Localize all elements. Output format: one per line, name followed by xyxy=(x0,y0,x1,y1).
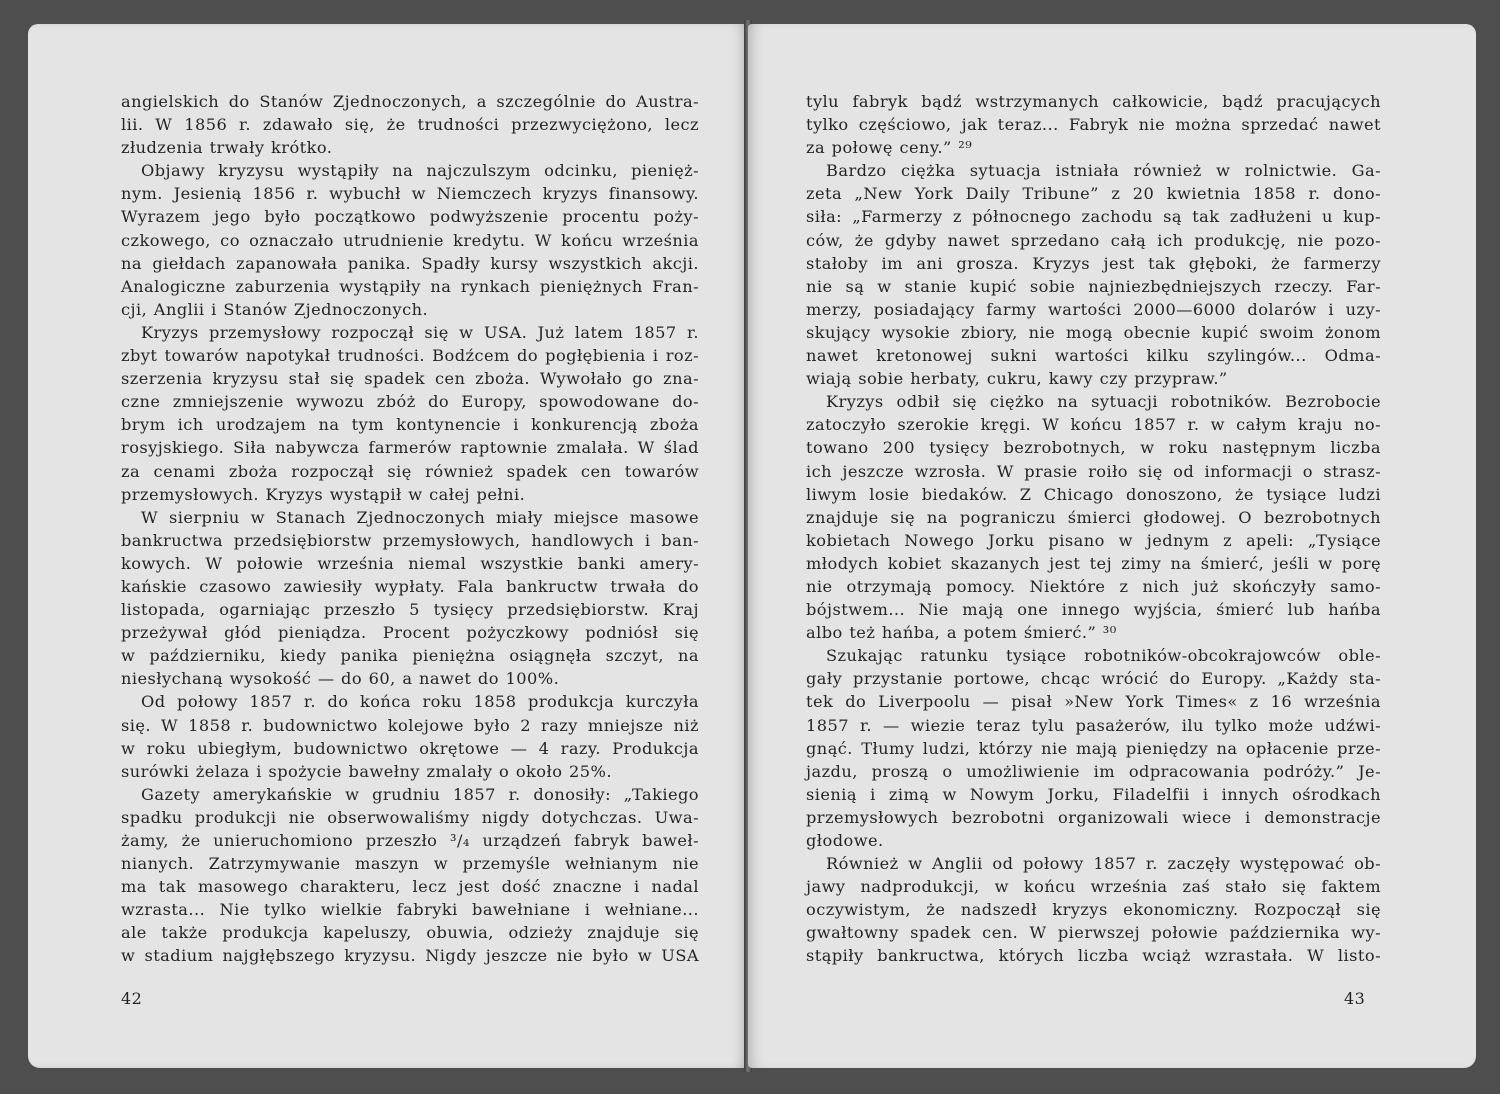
text-line: się. W 1858 r. budownictwo kolejowe było 2 razy mniejsze niż xyxy=(121,715,699,735)
text-line: Gazety amerykańskie w grudniu 1857 r. donosiły: „Takiego xyxy=(141,784,699,804)
left-page-number: 42 xyxy=(121,989,143,1008)
text-line: głodowe. xyxy=(806,831,884,850)
text-line: Od połowy 1857 r. do końca roku 1858 produkcja kurczyła xyxy=(141,692,699,712)
text-line: przeżywał głód pieniądza. Procent pożyczkowy podniósł się xyxy=(121,623,699,643)
text-line: ma tak masowego charakteru, lecz jest dość znaczne i nadal xyxy=(121,877,699,897)
text-line: listopada, ogarniając przeszło 5 tysięcy przedsiębiorstw. Kraj xyxy=(121,600,699,620)
text-line: tylko częściowo, jak teraz... Fabryk nie można sprzedać nawet xyxy=(806,115,1381,135)
text-line: stąpiły bankructwa, których liczba wciąż wzrastała. W listo- xyxy=(806,946,1381,966)
text-line: Również w Anglii od połowy 1857 r. zaczęły występować ob- xyxy=(826,854,1381,874)
text-line: czne zmniejszenie wywozu zbóż do Europy, spowodowane do- xyxy=(121,392,699,412)
text-line: jazdu, proszą o umożliwienie im odpracowania podróży.” Je- xyxy=(806,761,1381,781)
text-line: Wyrazem jego było początkowo podwyższenie procentu poży- xyxy=(121,207,699,227)
text-line: tek do Liverpoolu — pisał »New York Times« z 16 września xyxy=(806,692,1381,712)
text-line: szerzenia kryzysu stał się spadek cen zboża. Wywołało go zna- xyxy=(121,369,699,389)
text-line: oczywistym, że nadszedł kryzys ekonomiczny. Rozpoczął się xyxy=(806,900,1381,920)
text-line: W sierpniu w Stanach Zjednoczonych miały miejsce masowe xyxy=(141,507,699,527)
text-line: lii. W 1856 r. zdawało się, że trudności przezwyciężono, lecz xyxy=(121,115,699,135)
text-line: cji, Anglii i Stanów Zjednoczonych. xyxy=(121,299,429,319)
text-line: w październiku, kiedy panika pieniężna osiągnęła szczyt, na xyxy=(121,646,699,666)
text-line: Analogiczne zaburzenia wystąpiły na rynkach pieniężnych Fran- xyxy=(121,276,699,296)
text-line: na giełdach zapanowała panika. Spadły kursy wszystkich akcji. xyxy=(121,253,699,273)
right-page xyxy=(748,24,1476,1068)
text-line: w roku ubiegłym, budownictwo okrętowe — 4 razy. Produkcja xyxy=(121,738,699,758)
text-line: nym. Jesienią 1856 r. wybuchł w Niemczech kryzys finansowy. xyxy=(121,184,699,204)
text-line: rosyjskiego. Siła nabywcza farmerów raptownie zmalała. W ślad xyxy=(121,438,699,458)
text-line: towano 200 tysięcy bezrobotnych, w roku następnym liczba xyxy=(806,438,1381,458)
text-line: angielskich do Stanów Zjednoczonych, a szczególnie do Austra- xyxy=(121,92,699,111)
text-line: siła: „Farmerzy z północnego zachodu są tak zadłużeni u kup- xyxy=(806,207,1381,227)
text-line: nianych. Zatrzymywanie maszyn w przemyśle wełnianym nie xyxy=(121,854,699,874)
text-line: bójstwem... Nie mają one innego wyjścia, śmierć lub hańba xyxy=(806,600,1381,620)
text-line: znajduje się na pograniczu śmierci głodowej. O bezrobotnych xyxy=(806,507,1381,527)
text-line: Kryzys przemysłowy rozpoczął się w USA. Już latem 1857 r. xyxy=(141,322,699,342)
text-line: młodych kobiet skazanych jest tej zimy na śmierć, jeśli w porę xyxy=(806,553,1381,573)
text-line: ców, że gdyby nawet sprzedano całą ich produkcję, nie pozo- xyxy=(806,230,1381,250)
text-line: żamy, że unieruchomiono przeszło ³/₄ urządzeń fabryk baweł- xyxy=(121,831,699,850)
text-line: zbyt towarów napotykał trudności. Bodźcem do pogłębienia i roz- xyxy=(121,346,699,366)
text-line: zeta „New York Daily Tribune” z 20 kwietnia 1858 r. dono- xyxy=(806,184,1381,204)
text-line: liwym losie biedaków. Z Chicago donoszono, że tysiące ludzi xyxy=(806,484,1381,504)
text-line: gały przystanie portowe, chcąc wrócić do Europy. „Każdy sta- xyxy=(806,669,1381,689)
text-line: zatoczyło szerokie kręgi. W końcu 1857 r. w całym kraju no- xyxy=(806,415,1381,435)
text-line: merzy, posiadający farmy wartości 2000—6000 dolarów i uzy- xyxy=(806,299,1381,319)
text-line: Kryzys odbił się ciężko na sytuacji robotników. Bezrobocie xyxy=(826,392,1381,412)
text-line: kowych. W połowie września niemal wszystkie banki amery- xyxy=(121,553,699,573)
text-line: kańskie czasowo zawiesiły wypłaty. Fala bankructw trwała do xyxy=(121,576,699,596)
text-line: brym ich urodzajem na tym kontynencie i konkurencją zboża xyxy=(121,415,699,435)
text-line: złudzenia trwały krótko. xyxy=(121,138,333,158)
text-line: wiają sobie herbaty, cukru, kawy czy przypraw.” xyxy=(806,369,1228,389)
text-line: gnąć. Tłumy ludzi, którzy nie mają pieniędzy na opłacenie prze- xyxy=(806,738,1381,758)
text-line: stałoby im ani grosza. Kryzys jest tak głęboki, że farmerzy xyxy=(806,253,1381,273)
text-line: za cenami zboża rozpoczął się również spadek cen towarów xyxy=(121,461,699,481)
left-page xyxy=(28,24,748,1068)
text-line: w stadium najgłębszego kryzysu. Nigdy jeszcze nie było w USA xyxy=(121,946,699,966)
text-line: jawy nadprodukcji, w końcu września zaś stało się faktem xyxy=(806,877,1381,897)
text-line: kobietach Nowego Jorku pisano w jednym z apeli: „Tysiące xyxy=(806,530,1381,550)
text-line: czkowego, co oznaczało utrudnienie kredytu. W końcu września xyxy=(121,230,699,250)
text-line: ale także produkcja kapeluszy, obuwia, odzieży znajduje się xyxy=(121,923,699,943)
text-line: za połowę ceny.” ²⁹ xyxy=(806,138,973,158)
text-line: gwałtowny spadek cen. W pierwszej połowie października wy- xyxy=(806,923,1381,943)
text-line: wzrasta... Nie tylko wielkie fabryki bawełniane i wełniane... xyxy=(121,900,699,920)
text-line: 1857 r. — wiezie teraz tylu pasażerów, ilu tylko może udźwi- xyxy=(806,715,1381,735)
text-line: tylu fabryk bądź wstrzymanych całkowicie, bądź pracujących xyxy=(806,92,1381,111)
text-line: Szukając ratunku tysiące robotników-obcokrajowców oble- xyxy=(826,646,1381,666)
text-line: albo też hańba, a potem śmierć.” ³⁰ xyxy=(806,623,1117,643)
text-line: Objawy kryzysu wystąpiły na najczulszym odcinku, pienięż- xyxy=(141,161,699,181)
text-line: niesłychaną wysokość — do 60, a nawet do 100%. xyxy=(121,669,560,689)
text-line: sienią i zimą w Nowym Jorku, Filadelfii i innych ośrodkach xyxy=(806,784,1381,804)
text-line: nie otrzymają pomocy. Niektóre z nich już skończyły samo- xyxy=(806,576,1381,596)
right-page-number: 43 xyxy=(1344,989,1366,1008)
left-page-text xyxy=(121,90,699,968)
right-page-text xyxy=(806,90,1381,968)
text-line: spadku produkcji nie obserwowaliśmy nigdy dotychczas. Uwa- xyxy=(121,807,699,827)
text-line: przemysłowych bezrobotni organizowali wiece i demonstracje xyxy=(806,807,1381,827)
text-line: przemysłowych. Kryzys wystąpił w całej pełni. xyxy=(121,484,526,504)
text-line: surówki żelaza i spożycie bawełny zmalały o około 25%. xyxy=(121,761,612,781)
text-line: bankructwa przedsiębiorstw przemysłowych, handlowych i ban- xyxy=(121,530,699,550)
text-line: skujący wysokie zbiory, nie mogą obecnie kupić swoim żonom xyxy=(806,322,1381,342)
text-line: Bardzo ciężka sytuacja istniała również w rolnictwie. Ga- xyxy=(826,161,1381,181)
text-line: ich jeszcze wzrosła. W prasie roiło się od informacji o strasz- xyxy=(806,461,1381,481)
text-line: nie są w stanie kupić sobie najniezbędniejszych rzeczy. Far- xyxy=(806,276,1381,296)
text-line: nawet kretonowej sukni wartości kilku szylingów... Odma- xyxy=(806,346,1381,366)
